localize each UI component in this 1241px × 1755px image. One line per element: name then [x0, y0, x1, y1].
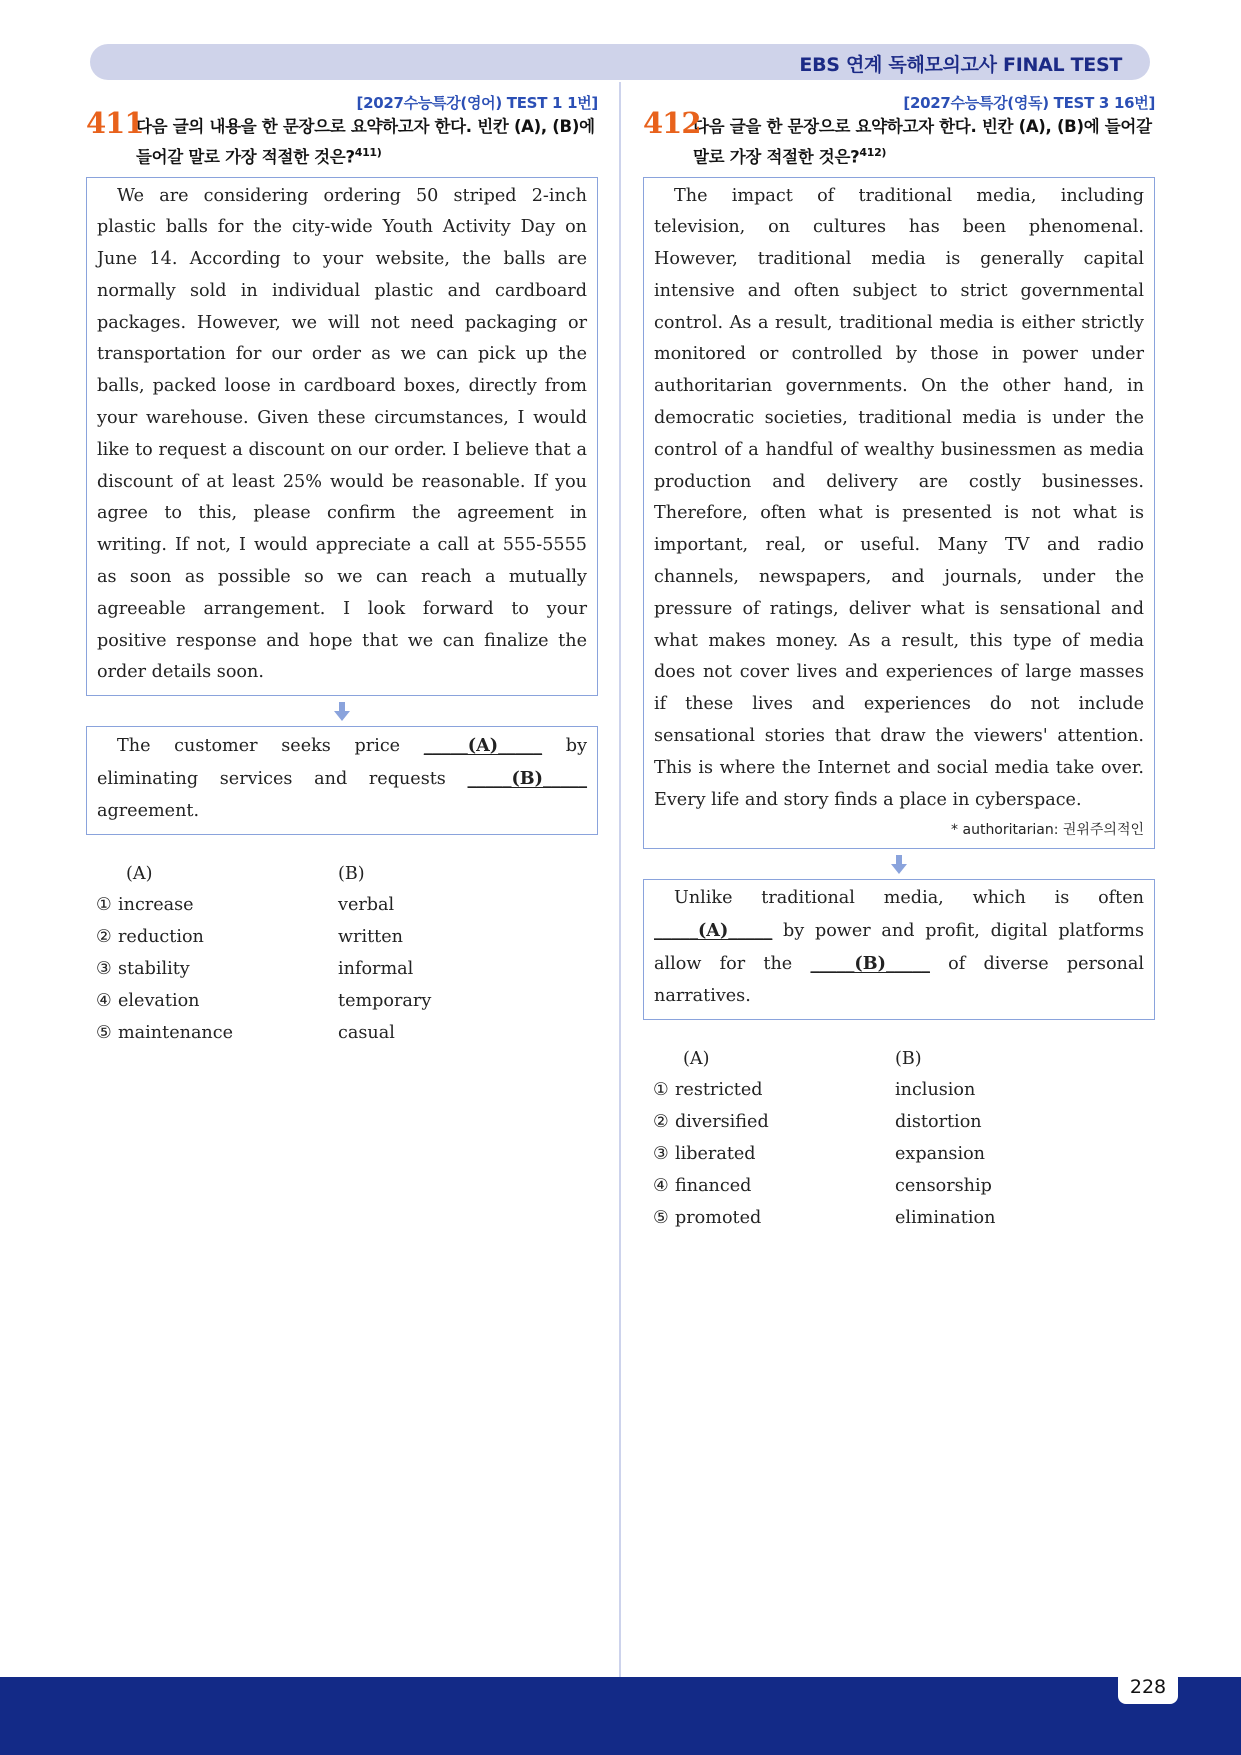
blank-a: _____(A)_____ — [423, 735, 543, 757]
choice-b: expansion — [895, 1144, 985, 1165]
answer-choices — [86, 859, 598, 1050]
choice-number: ① — [96, 895, 112, 916]
choice-b: distortion — [895, 1112, 982, 1133]
choice-a: financed — [675, 1175, 752, 1196]
vocab-footnote: * authoritarian: 권위주의적인 — [951, 822, 1144, 839]
choice-number: ③ — [653, 1144, 669, 1165]
choice-number: ⑤ — [653, 1207, 669, 1228]
question-text: 다음 글을 한 문장으로 요약하고자 한다. 빈칸 (A), (B)에 들어갈 말로 가장 적절한 것은? — [693, 117, 1152, 167]
question-411 — [86, 92, 598, 1049]
choice-a: elevation — [118, 990, 200, 1011]
summary-box — [86, 726, 598, 834]
question-source: [2027수능특강(영독) TEST 3 16번] — [903, 94, 1155, 112]
choice-b: temporary — [338, 990, 432, 1011]
choice-a: restricted — [675, 1080, 763, 1101]
choice-a: diversified — [675, 1112, 769, 1133]
choice-b: censorship — [895, 1175, 992, 1196]
choice-4[interactable] — [643, 1171, 1155, 1203]
question-412 — [643, 92, 1155, 1234]
choice-b: verbal — [338, 895, 395, 916]
question-number: 412 — [643, 106, 701, 140]
passage-box — [86, 177, 598, 697]
choice-number: ④ — [96, 990, 112, 1011]
summary-text-1: Unlike traditional media, which is often — [674, 888, 1144, 909]
question-header — [86, 106, 598, 171]
choice-b: casual — [338, 1022, 395, 1043]
summary-text-2: by eliminating services and requests — [97, 736, 588, 790]
choice-b: inclusion — [895, 1080, 976, 1101]
question-header — [643, 106, 1155, 171]
page-number: 228 — [1118, 1670, 1178, 1704]
choices-header — [643, 1044, 1155, 1076]
choice-3[interactable] — [643, 1139, 1155, 1171]
blank-b: _____(B)_____ — [467, 768, 587, 790]
summary-text-3: agreement. — [97, 800, 200, 821]
header-title: EBS 연계 독해모의고사 FINAL TEST — [799, 54, 1122, 76]
summary-text-1: The customer seeks price — [117, 736, 424, 757]
choice-a: maintenance — [118, 1022, 234, 1043]
column-divider — [619, 82, 621, 1677]
question-number: 411 — [86, 106, 144, 140]
choices-header-b: (B) — [338, 863, 365, 884]
choice-a: liberated — [675, 1144, 756, 1165]
choice-2[interactable] — [86, 922, 598, 954]
choice-b: informal — [338, 959, 414, 980]
choice-number: ② — [653, 1112, 669, 1133]
passage-text: We are considering ordering 50 striped 2-inch plastic balls for the city-wide Youth Activity Day on June 14. According to your website, the balls are normally sold in individual plastic and cardboard packages. However, we will not need packaging or transportation for our order as we can pick up the balls, packed loose in cardboard boxes, directly from your warehouse. Given these circumstances, I would like to request a discount on our order. I believe that a discount of at least 25% would be reasonable. If you agree to this, please confirm the agreement in writing. If not, I would appreciate a call at 555-5555 as soon as possible so we can reach a mutually agreeable arrangement. I look forward to your positive response and hope that we can finalize the order details soon. — [97, 185, 587, 683]
choice-2[interactable] — [643, 1107, 1155, 1139]
choices-header — [86, 859, 598, 891]
passage-box — [643, 177, 1155, 850]
summary-text-2: by power and profit, digital platforms allow for the — [654, 921, 1144, 975]
question-source: [2027수능특강(영어) TEST 1 1번] — [356, 94, 598, 112]
choices-header-a: (A) — [683, 1048, 710, 1069]
choice-4[interactable] — [86, 986, 598, 1018]
choice-b: elimination — [895, 1207, 996, 1228]
choice-5[interactable] — [643, 1203, 1155, 1235]
choice-1[interactable] — [86, 890, 598, 922]
passage-text: The impact of traditional media, including television, on cultures has been phenomenal. However, traditional media is generally capital intensive and often subject to strict governmental control. As a result, traditional media is either strictly monitored or controlled by those in power under authoritarian governments. On the other hand, in democratic societies, traditional media is under the control of a handful of wealthy businessmen as media production and delivery are costly businesses. Therefore, often what is presented is not what is important, real, or useful. Many TV and radio channels, newspapers, and journals, under the pressure of ratings, deliver what is sensational and what makes money. As a result, this type of media does not cover lives and experiences of large masses if these lives and experiences do not include sensational stories that draw the viewers' attention. This is where the Internet and social media take over. Every life and story finds a place in cyberspace. — [654, 185, 1144, 810]
choice-b: written — [338, 927, 403, 948]
down-arrow-icon — [890, 855, 908, 875]
question-text: 다음 글의 내용을 한 문장으로 요약하고자 한다. 빈칸 (A), (B)에 들어갈 말로 가장 적절한 것은? — [136, 117, 595, 167]
choice-a: stability — [118, 959, 190, 980]
choice-number: ① — [653, 1080, 669, 1101]
choices-header-b: (B) — [895, 1048, 922, 1069]
choice-number: ② — [96, 927, 112, 948]
choice-5[interactable] — [86, 1018, 598, 1050]
down-arrow-icon — [333, 702, 351, 722]
question-footnote-ref: 412) — [859, 146, 887, 159]
choice-3[interactable] — [86, 954, 598, 986]
choice-a: increase — [118, 895, 194, 916]
blank-b: _____(B)_____ — [810, 953, 930, 975]
blank-a: _____(A)_____ — [654, 920, 773, 942]
choice-number: ⑤ — [96, 1022, 112, 1043]
choice-a: promoted — [675, 1207, 762, 1228]
summary-text-3: of diverse personal narratives. — [654, 954, 1144, 1006]
choice-number: ③ — [96, 959, 112, 980]
header-bar — [90, 44, 1150, 80]
choice-1[interactable] — [643, 1075, 1155, 1107]
summary-box — [643, 879, 1155, 1019]
question-footnote-ref: 411) — [354, 146, 382, 159]
choice-a: reduction — [118, 927, 204, 948]
footer-bar — [0, 1677, 1241, 1755]
choices-header-a: (A) — [126, 863, 153, 884]
answer-choices — [643, 1044, 1155, 1235]
choice-number: ④ — [653, 1175, 669, 1196]
